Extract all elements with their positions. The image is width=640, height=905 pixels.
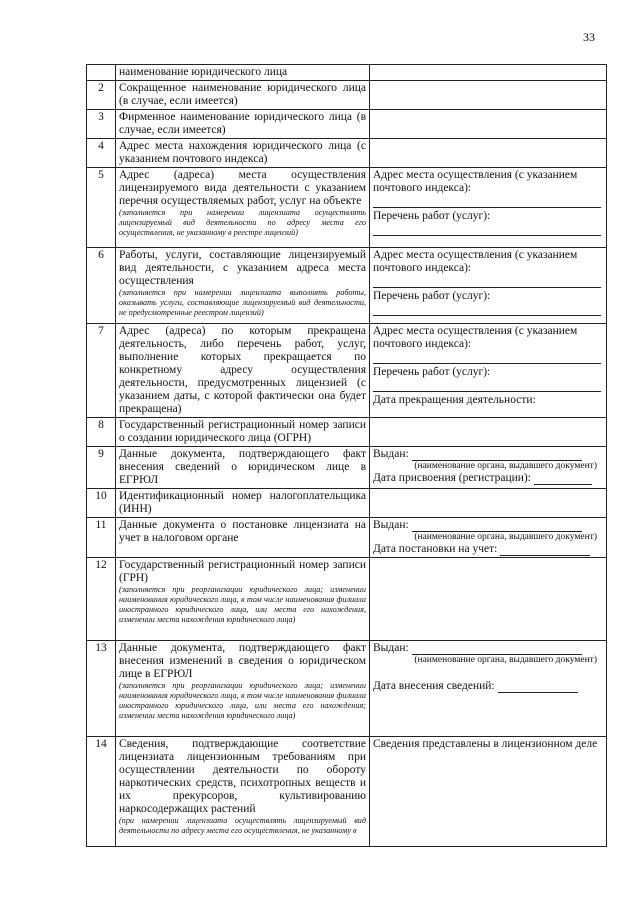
row-number: 8	[87, 418, 116, 447]
row-number: 11	[87, 518, 116, 558]
row-label: Данные документа, подтверждающего факт внесения сведений о юридическом лице в ЕГРЮЛ	[116, 447, 370, 489]
row-label: Данные документа о постановке лицензиата на учет в налоговом органе	[116, 518, 370, 558]
registration-date-label: Дата постановки на учет:	[373, 543, 498, 555]
assignment-date-field[interactable]	[534, 484, 592, 485]
works-label: Перечень работ (услуг):	[373, 290, 491, 302]
table-row	[87, 65, 607, 81]
works-label: Перечень работ (услуг):	[373, 366, 491, 378]
table-row	[87, 641, 607, 737]
address-label: Адрес места осуществления (с указанием почтового индекса):	[373, 249, 578, 274]
table-row	[87, 518, 607, 558]
row-number: 7	[87, 324, 116, 418]
row-value[interactable]	[370, 110, 607, 139]
table-row	[87, 737, 607, 847]
row-label-text: Сведения, подтверждающие соответствие лицензиата лицензионным требованиям при осуществлении деятельности по обороту наркотических средств, психотропных веществ и их прекурсоров, культивированию наркосодержащих растений	[119, 738, 366, 815]
license-application-table	[86, 64, 607, 847]
issuer-caption: (наименование органа, выдавшего документ)	[414, 655, 597, 665]
address-field[interactable]	[373, 351, 601, 364]
row-number: 5	[87, 168, 116, 248]
table-row	[87, 418, 607, 447]
issuer-caption: (наименование органа, выдавшего документ)	[414, 461, 597, 471]
row-value[interactable]	[370, 558, 607, 641]
table-row	[87, 248, 607, 324]
row-number: 3	[87, 110, 116, 139]
row-label	[116, 737, 370, 847]
row-number: 14	[87, 737, 116, 847]
row-note: (при намерении лицензиата осуществлять лицензируемый вид деятельности по адресу места его осуществления, не указанному в	[119, 816, 366, 835]
works-field[interactable]	[373, 379, 601, 392]
row-label: Фирменное наименование юридического лица (в случае, если имеется)	[116, 110, 370, 139]
row-label-text: Работы, услуги, составляющие лицензируемый вид деятельности, с указанием адреса места осуществления	[119, 249, 366, 287]
row-value[interactable]	[370, 418, 607, 447]
row-label-text: Государственный регистрационный номер записи (ГРН)	[119, 559, 366, 584]
issued-by-label: Выдан:	[373, 519, 409, 531]
row-label: Идентификационный номер налогоплательщика (ИНН)	[116, 489, 370, 518]
works-field[interactable]	[373, 303, 601, 316]
issued-by-label: Выдан:	[373, 642, 409, 654]
registration-date-field[interactable]	[500, 555, 590, 556]
changes-date-field[interactable]	[498, 692, 578, 693]
row-number: 2	[87, 81, 116, 110]
table-row	[87, 168, 607, 248]
row-note: (заполняется при намерении лицензиата осуществлять лицензируемый вид деятельности по адресу места его осуществления, не указанному в реестре лицензий)	[119, 208, 366, 237]
row-note: (заполняется при реорганизации юридического лица; изменении наименования юридического лица, в том числе наименования филиала иностранного юридического лица, или места его нахождения, изменении места нахождения юридического лица)	[119, 585, 366, 624]
table-row	[87, 110, 607, 139]
works-label: Перечень работ (услуг):	[373, 210, 491, 222]
row-label: Адрес места нахождения юридического лица (с указанием почтового индекса)	[116, 139, 370, 168]
assignment-date-label: Дата присвоения (регистрации):	[373, 472, 531, 484]
row-value[interactable]	[370, 248, 607, 324]
row-value[interactable]	[370, 139, 607, 168]
row-number: 9	[87, 447, 116, 489]
row-label	[116, 641, 370, 737]
issuer-caption: (наименование органа, выдавшего документ)	[414, 532, 597, 542]
row-value[interactable]	[370, 168, 607, 248]
row-label-text: Данные документа, подтверждающего факт внесения изменений в сведения о юридическом лице в ЕГРЮЛ	[119, 642, 366, 680]
row-label	[116, 168, 370, 248]
row-label: Адрес (адреса) по которым прекращена деятельность, либо перечень работ, услуг, выполнение которых прекращается по конкретному адресу осуществления деятельности, предусмотренных лицензией (с указанием даты, с которой фактически она будет прекращена)	[116, 324, 370, 418]
row-number: 12	[87, 558, 116, 641]
row-number	[87, 65, 116, 81]
row-value[interactable]	[370, 518, 607, 558]
issued-by-label: Выдан:	[373, 448, 409, 460]
row-number: 4	[87, 139, 116, 168]
row-label: наименование юридического лица	[116, 65, 370, 81]
row-label: Государственный регистрационный номер записи о создании юридического лица (ОГРН)	[116, 418, 370, 447]
works-field[interactable]	[373, 223, 601, 236]
table-row	[87, 447, 607, 489]
row-label	[116, 248, 370, 324]
changes-date-label: Дата внесения сведений:	[373, 680, 495, 692]
row-value[interactable]	[370, 489, 607, 518]
row-note: (заполняется при намерении лицензиата выполнять работы, оказывать услуги, составляющие лицензируемый вид деятельности, не предусмотренные реестром лицензий)	[119, 288, 366, 317]
row-value[interactable]	[370, 447, 607, 489]
table-row	[87, 558, 607, 641]
row-note: (заполняется при реорганизации юридического лица; изменении наименования юридического лица, в том числе наименования филиала иностранного юридического лица, или места его нахождения; изменении места нахождения юридического лица)	[119, 681, 366, 720]
row-value[interactable]	[370, 65, 607, 81]
table-row	[87, 139, 607, 168]
page-number: 33	[583, 30, 595, 44]
row-label: Сокращенное наименование юридического лица (в случае, если имеется)	[116, 81, 370, 110]
address-field[interactable]	[373, 275, 601, 288]
row-value	[370, 737, 607, 847]
table-row	[87, 81, 607, 110]
row-number: 10	[87, 489, 116, 518]
address-field[interactable]	[373, 195, 601, 208]
table-row	[87, 324, 607, 418]
row-number: 13	[87, 641, 116, 737]
row-label	[116, 558, 370, 641]
address-label: Адрес места осуществления (с указанием почтового индекса):	[373, 325, 578, 350]
address-label: Адрес места осуществления (с указанием почтового индекса):	[373, 169, 578, 194]
license-file-statement: Сведения представлены в лицензионном деле	[373, 738, 598, 750]
row-value[interactable]	[370, 81, 607, 110]
row-value[interactable]	[370, 324, 607, 418]
table-row	[87, 489, 607, 518]
termination-date-label: Дата прекращения деятельности:	[373, 394, 536, 406]
row-value[interactable]	[370, 641, 607, 737]
row-number: 6	[87, 248, 116, 324]
row-label-text: Адрес (адреса) места осуществления лицензируемого вида деятельности с указанием перечня осуществляемых работ, услуг на объекте	[119, 169, 366, 207]
